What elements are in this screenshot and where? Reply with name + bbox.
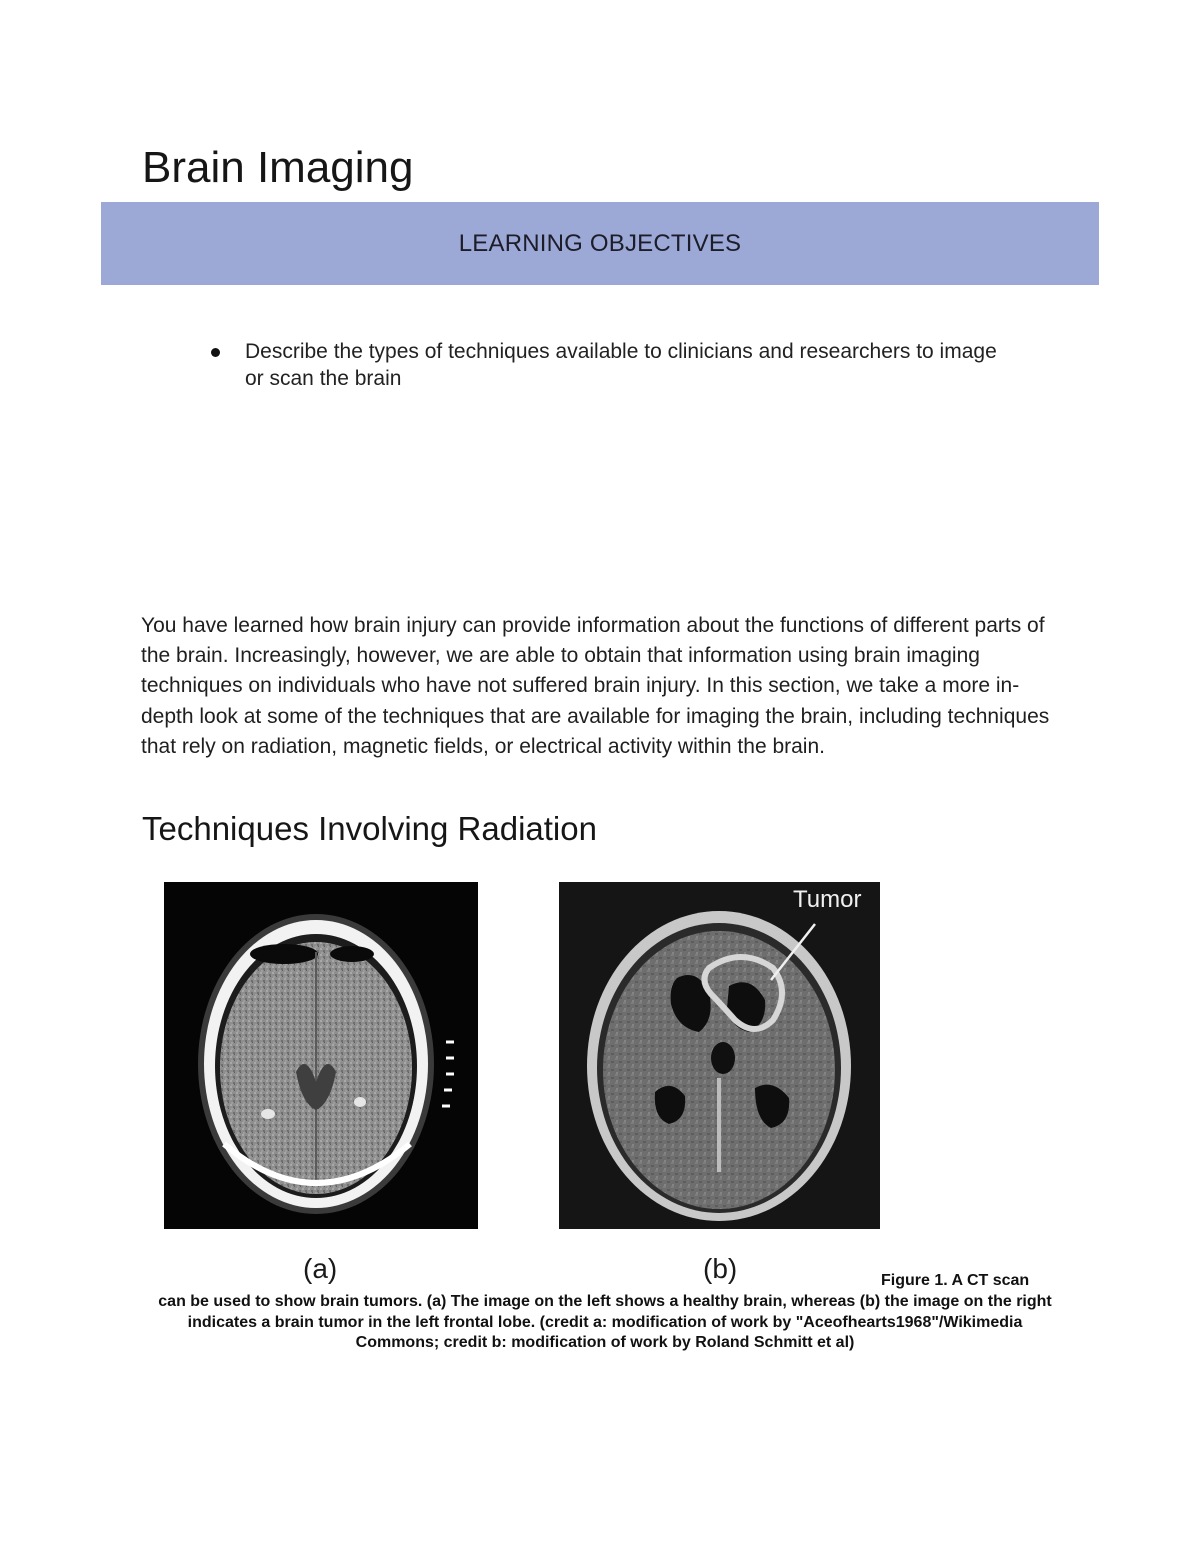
intro-paragraph: You have learned how brain injury can provide information about the functions of different parts of the brain. Increasingly, however, we are able to obtain that information using brain imaging techniques on individuals who have not suffered brain injury. In this section, we take a more in-depth look at some of the techniques that are available for imaging the brain, including techniques that rely on radiation, magnetic fields, or electrical activity within the brain. [141,614,1050,758]
panel-label-a: (a) [303,1253,338,1284]
ct-scan-image-healthy [164,882,478,1229]
objective-text: Describe the types of techniques available to clinicians and researchers to image or scan the brain [245,340,997,390]
page-title: Brain Imaging [142,143,414,192]
objectives-list [205,338,1005,392]
learning-objectives-banner [101,202,1099,285]
tumor-annotation: Tumor [793,886,862,913]
section-heading: Techniques Involving Radiation [142,810,597,847]
list-item [205,338,1005,392]
ct-scan-image-tumor [559,882,880,1229]
bullet-icon [211,348,220,357]
figure-caption-body: can be used to show brain tumors. (a) The image on the left shows a healthy brain, whereas (b) the image on the right indicates a brain tumor in the left frontal lobe. (credit a: modification of work by "Aceofhearts1968"/Wikimedia Commons; credit b: modification of work by Roland Schmitt et al) [158,1293,1052,1351]
figure-caption-lead: Figure 1. A CT scan [881,1272,1030,1289]
panel-label-b: (b) [703,1253,738,1284]
learning-objectives-heading: LEARNING OBJECTIVES [458,229,742,257]
